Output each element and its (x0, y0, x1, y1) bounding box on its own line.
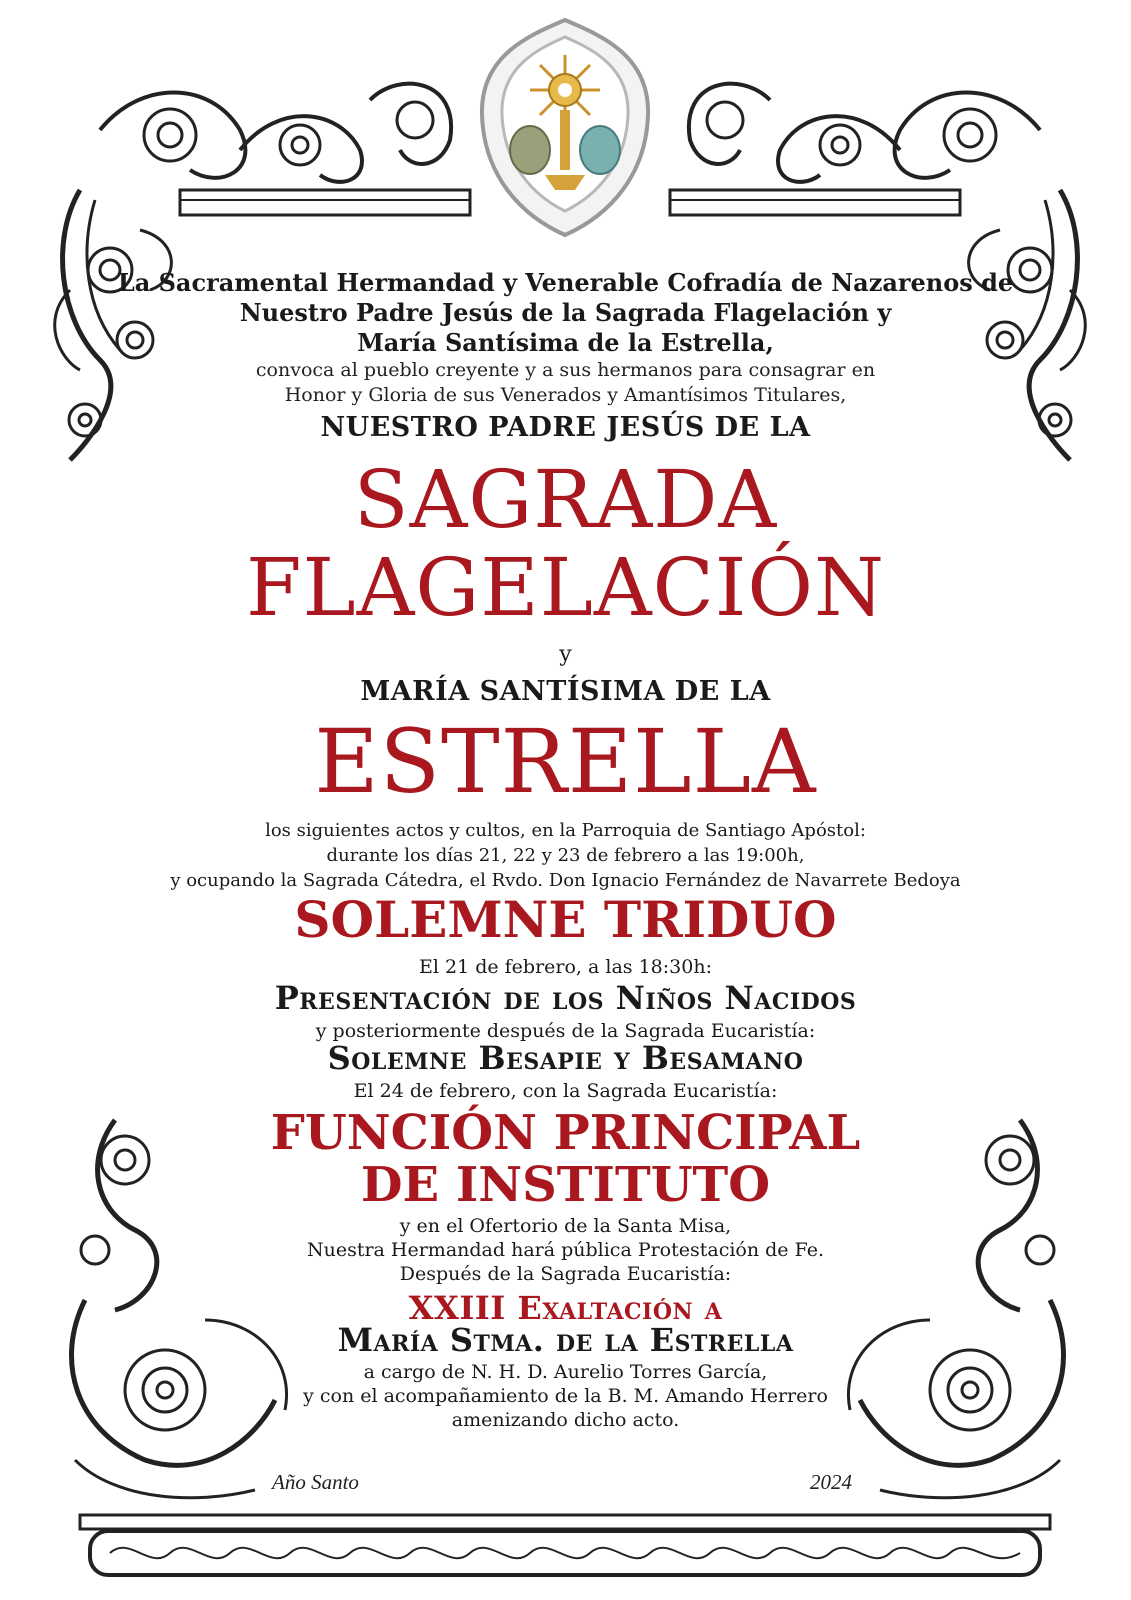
function-title-line-2: DE INSTITUTO (360, 1157, 771, 1213)
intro-line-1: los siguientes actos y cultos, en la Parroquia de Santiago Apóstol: (265, 820, 866, 841)
brotherhood-crest-icon (470, 15, 660, 240)
intro-line-2: durante los días 21, 22 y 23 de febrero a las 19:00h, (326, 845, 805, 866)
header-block (0, 268, 1131, 358)
intro-line-3: y ocupando la Sagrada Cátedra, el Rvdo. Don Ignacio Fernández de Navarrete Bedoya (170, 870, 961, 891)
header-line-2: Nuestro Padre Jesús de la Sagrada Flagelación y (239, 298, 892, 327)
footer-year: 2024 (810, 1470, 852, 1494)
presentation-date: El 21 de febrero, a las 18:30h: (419, 956, 712, 978)
function-title-line-1: FUNCIÓN PRINCIPAL (270, 1105, 861, 1161)
besapie-title: Solemne Besapie y Besamano (327, 1039, 804, 1077)
intro-text (0, 818, 1131, 893)
baroque-base-bar-icon (70, 1505, 1060, 1585)
presentation-after-text: y posteriormente después de la Sagrada Eucaristía: (315, 1020, 816, 1042)
header-line-3: María Santísima de la Estrella, (357, 328, 774, 357)
conjunction-text: y (559, 642, 572, 667)
exaltation-line-2: y con el acompañamiento de la B. M. Amando Herrero (303, 1385, 828, 1407)
triduo-title: SOLEMNE TRIDUO (294, 890, 837, 949)
titular-1-prefix: NUESTRO PADRE JESÚS DE LA (320, 412, 811, 443)
exaltation-line-1: a cargo de N. H. D. Aurelio Torres García, (363, 1361, 768, 1383)
header-line-1: La Sacramental Hermandad y Venerable Cofradía de Nazarenos de (117, 268, 1014, 297)
titular-2-title: ESTRELLA (314, 710, 817, 813)
header-line-4: convoca al pueblo creyente y a sus hermanos para consagrar en (255, 359, 876, 381)
titular-2-prefix: MARÍA SANTÍSIMA DE LA (360, 676, 771, 707)
header-line-5: Honor y Gloria de sus Venerados y Amantísimos Titulares, (284, 384, 847, 406)
function-text (0, 1214, 1131, 1286)
titular-1-title-line-2: FLAGELACIÓN (245, 541, 885, 634)
presentation-title: Presentación de los Niños Nacidos (274, 979, 857, 1017)
titular-1-title-line-1: SAGRADA (353, 453, 778, 546)
convocation-text (0, 358, 1131, 408)
function-line-3: Después de la Sagrada Eucaristía: (399, 1263, 732, 1285)
function-line-2: Nuestra Hermandad hará pública Protestación de Fe. (306, 1239, 825, 1261)
footer-holy-year: Año Santo (272, 1470, 359, 1494)
function-line-1: y en el Ofertorio de la Santa Misa, (399, 1215, 732, 1237)
exaltation-title-line-1: XXIII Exaltación a (408, 1289, 723, 1327)
function-date: El 24 de febrero, con la Sagrada Eucaristía: (353, 1080, 778, 1102)
exaltation-text (0, 1360, 1131, 1432)
exaltation-title-line-2: María Stma. de la Estrella (337, 1321, 794, 1359)
exaltation-line-3: amenizando dicho acto. (451, 1409, 680, 1431)
